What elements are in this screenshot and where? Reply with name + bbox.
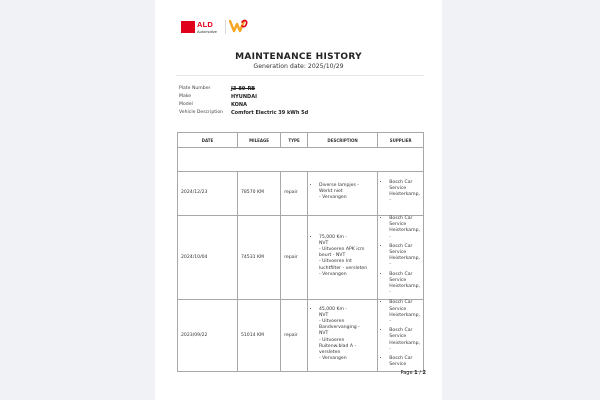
mileage-cell: 74531 KM xyxy=(237,216,280,300)
supplier-line: Heisterkamp, xyxy=(389,340,420,346)
description-line: versleten xyxy=(318,349,341,355)
supplier-line: • Bosch Car xyxy=(389,243,413,249)
supplier-item xyxy=(389,272,420,297)
mileage-cell: 51014 KM xyxy=(237,300,280,372)
date-cell: 2024/10/04 xyxy=(178,216,238,300)
supplier-list xyxy=(381,180,420,205)
type-cell: repair xyxy=(281,216,308,300)
supplier-line: - xyxy=(389,198,391,204)
supplier-line: Service xyxy=(389,277,407,283)
date-cell: 2024/12/23 xyxy=(178,172,238,216)
date-cell: 2023/09/22 xyxy=(178,300,238,372)
ald-logo-name: ALD xyxy=(197,20,214,29)
description-line: • 45,000 Km - xyxy=(318,306,348,312)
supplier-cell xyxy=(378,300,424,372)
make-value: HYUNDAI xyxy=(231,94,257,100)
empty-cell xyxy=(178,148,424,172)
supplier-line: - xyxy=(389,290,391,296)
description-line: • 75,000 Km - xyxy=(318,234,348,240)
description-cell xyxy=(307,216,377,300)
vehicle-description-value: Comfort Electric 39 kWh 5d xyxy=(231,110,309,116)
description-list xyxy=(311,307,374,363)
column-header-supplier: SUPPLIER xyxy=(378,133,424,148)
supplier-line: - xyxy=(389,346,391,352)
supplier-line: • Bosch Car xyxy=(389,179,413,185)
supplier-item xyxy=(389,180,420,205)
logo-divider xyxy=(225,20,226,34)
column-header-date: DATE xyxy=(178,133,238,148)
supplier-line: Service xyxy=(389,362,407,368)
page-indicator xyxy=(400,370,426,376)
description-line: - Uitvoeren xyxy=(318,318,345,324)
supplier-line: Service xyxy=(389,185,407,191)
ald-logo-square xyxy=(181,21,195,33)
description-item xyxy=(319,235,374,278)
supplier-cell xyxy=(378,172,424,216)
supplier-line: Service xyxy=(389,222,407,228)
description-line: - Vervangen xyxy=(318,195,347,201)
supplier-line: - xyxy=(389,234,391,240)
mileage-cell: 78570 KM xyxy=(237,172,280,216)
supplier-cell xyxy=(378,216,424,300)
vehicle-description-label: Vehicle Description xyxy=(179,110,224,115)
column-header-mileage: MILEAGE xyxy=(237,133,280,148)
description-line: Werkt niet xyxy=(318,188,343,194)
description-line: • Diverse lampjes - xyxy=(318,182,359,188)
supplier-line: Heisterkamp, xyxy=(389,284,420,290)
supplier-line: • Bosch Car xyxy=(389,216,413,221)
description-line: - Uitvoeren xyxy=(318,337,345,343)
description-line: - Uitvoeren APK icm xyxy=(318,246,365,252)
supplier-item xyxy=(389,300,420,325)
supplier-item xyxy=(389,328,420,353)
supplier-line: Service xyxy=(389,334,407,340)
supplier-line: • Bosch Car xyxy=(389,328,413,334)
supplier-line: Heisterkamp, xyxy=(389,256,420,262)
description-line: Ruitenw.blad A - xyxy=(318,343,357,349)
supplier-line: • Bosch Car xyxy=(389,356,413,362)
supplier-line: • Bosch Car xyxy=(389,300,413,306)
page-separator: / xyxy=(417,370,423,376)
table-header-row xyxy=(178,133,424,148)
header-divider xyxy=(176,75,424,76)
description-line: NVT xyxy=(318,331,329,337)
table-row xyxy=(178,216,424,300)
description-line: NVT xyxy=(318,312,329,318)
description-cell xyxy=(307,172,377,216)
description-line: luchtfilter - versleten xyxy=(318,265,368,271)
supplier-line: Heisterkamp, xyxy=(389,192,420,197)
supplier-list xyxy=(381,216,420,296)
supplier-line: Service xyxy=(389,306,407,312)
column-header-description: DESCRIPTION xyxy=(307,133,377,148)
page-total: 2 xyxy=(422,370,426,376)
model-label: Model xyxy=(179,102,193,107)
supplier-list xyxy=(381,300,420,368)
description-line: NVT xyxy=(318,240,329,246)
table-empty-row xyxy=(178,148,424,172)
page-current: 1 xyxy=(414,370,418,376)
description-line: beurt - NVT xyxy=(318,253,346,259)
description-cell xyxy=(307,300,377,372)
document-page xyxy=(155,0,442,400)
description-item xyxy=(319,183,374,202)
maintenance-table xyxy=(177,132,424,372)
model-value: KONA xyxy=(231,102,247,108)
table-row xyxy=(178,172,424,216)
ald-logo-subtitle: Automotive xyxy=(197,29,218,34)
supplier-item xyxy=(389,216,420,241)
generation-date: Generation date: 2025/10/29 xyxy=(253,63,344,70)
description-list xyxy=(311,183,374,202)
supplier-line: Heisterkamp, xyxy=(389,312,420,318)
description-line: - Vervangen xyxy=(318,271,347,277)
plate-number-value: J3-89-RB xyxy=(231,86,256,92)
column-header-type: TYPE xyxy=(281,133,308,148)
type-cell: repair xyxy=(281,300,308,372)
supplier-item xyxy=(389,356,420,368)
make-label: Make xyxy=(179,94,192,99)
supplier-line: - xyxy=(389,262,391,268)
description-item xyxy=(319,307,374,363)
table-row xyxy=(178,300,424,372)
description-line: Bandvervanging - xyxy=(318,325,360,331)
supplier-line: - xyxy=(389,319,391,325)
supplier-line: Heisterkamp, xyxy=(389,228,420,234)
page-title: MAINTENANCE HISTORY xyxy=(235,52,362,62)
plate-number-label: Plate Number xyxy=(179,86,211,91)
supplier-line: • Bosch Car xyxy=(389,271,413,277)
description-list xyxy=(311,235,374,278)
description-line: - Uitvoeren Int xyxy=(318,259,352,265)
supplier-item xyxy=(389,244,420,269)
leaseplan-logo-icon xyxy=(229,18,249,33)
supplier-line: Service xyxy=(389,250,407,256)
description-line: - Vervangen xyxy=(318,356,347,362)
type-cell: repair xyxy=(281,172,308,216)
page-prefix: Page xyxy=(400,370,415,376)
